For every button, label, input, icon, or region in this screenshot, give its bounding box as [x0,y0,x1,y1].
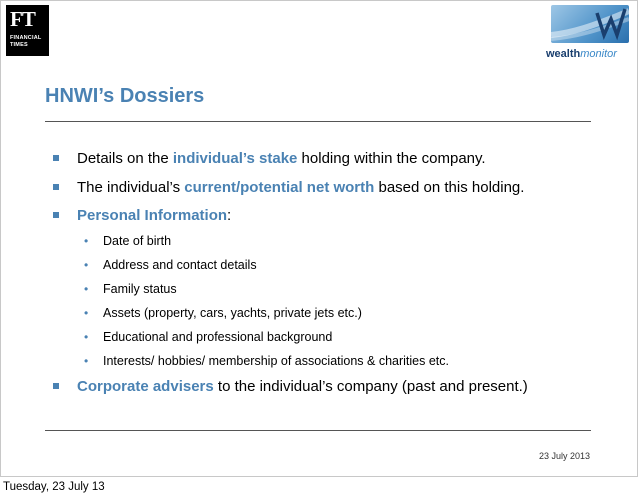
bullet-text: Personal Information: [77,207,232,224]
bullet-highlight: current/potential net worth [184,179,375,196]
sub-bullet-text: Family status [103,282,177,296]
sub-bullet-text: Interests/ hobbies/ membership of associations & charities etc. [103,354,449,368]
ft-logo [6,5,49,56]
ft-logo-sub-line1: FINANCIAL [10,35,42,41]
dot-bullet-icon: • [84,354,89,368]
bullet-text: Details on the individual’s stake holding within the company. [77,150,486,167]
dot-bullet-icon: • [84,258,89,272]
footer-divider [45,430,591,431]
sub-bullet-text: Date of birth [103,234,172,248]
bullet-highlight: Personal Information [77,207,228,224]
bullet-text: The individual’s current/potential net worth based on this holding. [77,179,525,196]
bullet-highlight: Corporate advisers [77,378,214,395]
square-bullet-icon [53,212,59,218]
wealthmonitor-logo-text [546,47,617,61]
ft-logo-subtitle [10,35,41,49]
slide-title: HNWI’s Dossiers [45,85,205,107]
sub-bullet-text: Educational and professional background [103,330,333,344]
bullet-text: Corporate advisers to the individual’s company (past and present.) [77,378,528,395]
bullet-highlight: individual’s stake [172,150,298,167]
wealthmonitor-logo-graphic [551,5,629,43]
wealthmonitor-logo-text-wealth: wealth [546,48,581,60]
ft-logo-mark: FT [10,7,35,31]
square-bullet-icon [53,383,59,389]
square-bullet-icon [53,184,59,190]
dot-bullet-icon: • [84,282,89,296]
wealthmonitor-logo-text-monitor: monitor [580,48,617,60]
sub-bullet-text: Address and contact details [103,258,257,272]
status-bar-date: Tuesday, 23 July 13 [3,481,105,493]
dot-bullet-icon: • [84,234,89,248]
square-bullet-icon [53,155,59,161]
slide-footer-date: 23 July 2013 [539,451,591,461]
ft-logo-sub-line2: TIMES [10,42,28,48]
dot-bullet-icon: • [84,330,89,344]
sub-bullet-text: Assets (property, cars, yachts, private jets etc.) [103,306,362,320]
dot-bullet-icon: • [84,306,89,320]
wealthmonitor-logo [546,5,636,69]
title-divider [45,121,591,122]
